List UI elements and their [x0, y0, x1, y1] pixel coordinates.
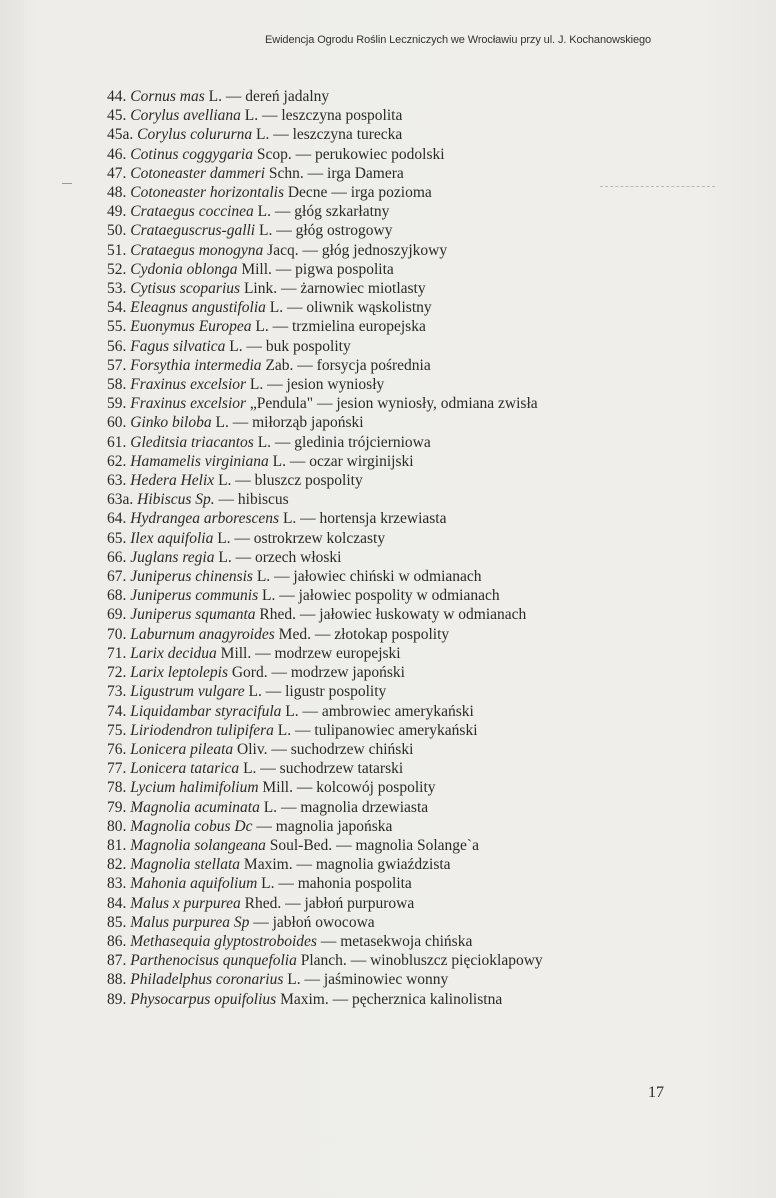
- polish-name: winobluszcz pięcioklapowy: [370, 952, 543, 970]
- latin-name: Lonicera tatarica: [130, 760, 240, 778]
- list-item: [107, 221, 727, 240]
- separator-dash: —: [291, 145, 315, 163]
- entry-number: 70.: [107, 625, 127, 643]
- author-abbrev: Oliv.: [237, 740, 268, 758]
- list-item: [107, 567, 727, 586]
- latin-name: Fraxinus excelsior: [130, 395, 247, 413]
- list-item: [107, 471, 727, 490]
- author-abbrev: L.: [248, 683, 262, 701]
- polish-name: perukowiec podolski: [314, 145, 445, 163]
- entry-number: 68.: [107, 587, 127, 605]
- running-header: Ewidencja Ogrodu Roślin Leczniczych we Wrocławiu przy ul. J. Kochanowskiego: [265, 34, 652, 46]
- list-item: [107, 106, 727, 125]
- latin-name: Hydrangea arborescens: [130, 510, 280, 528]
- polish-name: hibiscus: [237, 491, 289, 509]
- polish-name: modrzew japoński: [290, 664, 405, 682]
- entry-number: 48.: [107, 184, 127, 202]
- list-item: [107, 279, 727, 298]
- author-abbrev: Schn.: [268, 164, 304, 182]
- separator-dash: —: [285, 452, 310, 470]
- polish-name: forsycja pośrednia: [316, 356, 431, 374]
- separator-dash: —: [271, 433, 295, 451]
- author-abbrev: Maxim.: [280, 990, 329, 1008]
- separator-dash: —: [310, 625, 335, 643]
- list-item: [107, 951, 727, 970]
- author-abbrev: Mill.: [241, 260, 272, 278]
- author-abbrev: Zab.: [265, 356, 294, 374]
- latin-name: Larix leptolepis: [130, 664, 228, 682]
- separator-dash: —: [313, 395, 337, 413]
- entry-number: 86.: [107, 932, 127, 950]
- latin-name: Philadelphus coronarius: [130, 971, 284, 989]
- polish-name: dereń jadalny: [245, 88, 330, 105]
- entry-number: 80.: [107, 817, 127, 835]
- separator-dash: —: [281, 894, 305, 912]
- author-abbrev: L.: [244, 107, 259, 125]
- list-item: [107, 778, 727, 797]
- separator-dash: —: [252, 817, 276, 835]
- polish-name: metasekwoja chińska: [340, 932, 473, 950]
- latin-name: Forsythia intermedia: [130, 356, 262, 374]
- list-item: [107, 605, 727, 624]
- latin-name: Juniperus squmanta: [130, 606, 256, 624]
- separator-dash: —: [267, 664, 291, 682]
- latin-name: Physocarpus opuifolius: [130, 990, 277, 1008]
- entry-number: 55.: [107, 318, 127, 336]
- entry-number: 56.: [107, 337, 127, 355]
- author-abbrev: L.: [285, 702, 299, 720]
- polish-name: magnolia Solange`a: [355, 836, 479, 854]
- polish-name: tulipanowiec amerykański: [314, 721, 478, 739]
- polish-name: buk pospolity: [265, 337, 351, 355]
- latin-name: Magnolia cobus Dc: [130, 817, 253, 835]
- separator-dash: —: [261, 683, 286, 701]
- author-abbrev: Mill.: [262, 779, 293, 797]
- entry-number: 49.: [107, 203, 127, 221]
- author-abbrev: Planch.: [300, 952, 347, 970]
- entry-number: 85.: [107, 913, 127, 931]
- polish-name: jesion wyniosły: [286, 376, 385, 394]
- author-abbrev: L.: [269, 299, 284, 317]
- author-abbrev: L.: [255, 126, 270, 144]
- separator-dash: —: [251, 644, 275, 662]
- latin-name: Juniperus chinensis: [130, 568, 253, 586]
- separator-dash: —: [296, 510, 320, 528]
- entry-number: 46.: [107, 145, 127, 163]
- list-item: [107, 932, 727, 951]
- author-abbrev: Scop.: [256, 145, 292, 163]
- polish-name: orzech włoski: [254, 548, 342, 566]
- entry-number: 66.: [107, 548, 127, 566]
- separator-dash: —: [316, 932, 341, 950]
- author-abbrev: L.: [256, 568, 271, 586]
- entry-number: 53.: [107, 280, 127, 298]
- polish-name: kolcowój pospolity: [316, 779, 436, 797]
- latin-name: Cotoneaster horizontalis: [130, 184, 284, 202]
- latin-name: Cydonia oblonga: [130, 260, 238, 278]
- latin-name: Liquidambar styracifula: [130, 702, 282, 720]
- entry-number: 50.: [107, 222, 127, 240]
- entry-number: 77.: [107, 760, 127, 778]
- polish-name: głóg szkarłatny: [294, 203, 390, 221]
- author-abbrev: L.: [277, 721, 292, 739]
- list-item: [107, 721, 727, 740]
- separator-dash: —: [327, 184, 351, 202]
- separator-dash: —: [230, 529, 254, 547]
- entry-number: 74.: [107, 702, 127, 720]
- list-item: [107, 337, 727, 356]
- latin-name: Laburnum anagyroides: [130, 625, 275, 643]
- separator-dash: —: [228, 414, 253, 432]
- polish-name: suchodrzew chiński: [290, 740, 414, 758]
- latin-name: Larix decidua: [130, 644, 217, 662]
- separator-dash: —: [283, 299, 307, 317]
- separator-dash: —: [277, 280, 301, 298]
- latin-name: Crataegus coccinea: [130, 203, 254, 221]
- separator-dash: —: [221, 88, 246, 105]
- entry-number: 71.: [107, 644, 127, 662]
- polish-name: trzmielina europejska: [291, 318, 426, 336]
- separator-dash: —: [332, 836, 356, 854]
- polish-name: jabłoń purpurowa: [304, 894, 415, 912]
- polish-name: modrzew europejski: [274, 644, 401, 662]
- entry-number: 82.: [107, 856, 127, 874]
- entry-number: 45a.: [107, 126, 134, 144]
- separator-dash: —: [292, 779, 317, 797]
- latin-name: Crataegus monogyna: [130, 241, 264, 259]
- latin-name: Malus purpurea Sp: [130, 913, 250, 931]
- entry-number: 65.: [107, 529, 127, 547]
- entry-number: 58.: [107, 376, 127, 394]
- polish-name: leszczyna pospolita: [281, 107, 403, 125]
- latin-name: Fagus silvatica: [130, 337, 226, 355]
- latin-name: Juniperus communis: [130, 587, 259, 605]
- entry-number: 45.: [107, 107, 127, 125]
- separator-dash: —: [256, 760, 280, 778]
- entry-number: 84.: [107, 894, 127, 912]
- separator-dash: —: [291, 721, 315, 739]
- author-abbrev: L.: [263, 798, 278, 816]
- entry-number: 73.: [107, 683, 127, 701]
- entry-number: 62.: [107, 452, 127, 470]
- list-item: [107, 855, 727, 874]
- author-abbrev: „Pendula": [249, 395, 314, 413]
- separator-dash: —: [258, 107, 282, 125]
- separator-dash: —: [275, 587, 299, 605]
- latin-name: Hibiscus Sp.: [137, 491, 215, 509]
- list-item: [107, 317, 727, 336]
- list-item: [107, 452, 727, 471]
- author-abbrev: L.: [257, 203, 272, 221]
- separator-dash: —: [270, 568, 294, 586]
- author-abbrev: L.: [261, 875, 275, 893]
- list-item: [107, 798, 727, 817]
- author-abbrev: Med.: [278, 625, 311, 643]
- list-item: [107, 433, 727, 452]
- author-abbrev: L.: [218, 472, 232, 490]
- separator-dash: —: [231, 548, 255, 566]
- author-abbrev: Gord.: [231, 664, 268, 682]
- entry-number: 47.: [107, 164, 127, 182]
- latin-name: Corylus colururna: [137, 126, 253, 144]
- separator-dash: —: [274, 875, 298, 893]
- author-abbrev: L.: [287, 971, 301, 989]
- polish-name: jabłoń owocowa: [272, 913, 375, 931]
- author-abbrev: L.: [255, 318, 269, 336]
- list-item: [107, 990, 727, 1009]
- entry-number: 63a.: [107, 491, 134, 509]
- author-abbrev: L.: [272, 452, 286, 470]
- separator-dash: —: [268, 318, 292, 336]
- entry-number: 75.: [107, 721, 127, 739]
- polish-name: irga pozioma: [350, 184, 432, 202]
- author-abbrev: L.: [208, 88, 222, 105]
- list-item: [107, 913, 727, 932]
- separator-dash: —: [271, 203, 295, 221]
- polish-name: hortensja krzewiasta: [319, 510, 447, 528]
- latin-name: Cornus mas: [130, 88, 205, 105]
- polish-name: jałowiec chiński w odmianach: [293, 568, 482, 586]
- list-item: [107, 702, 727, 721]
- list-item: [107, 356, 727, 375]
- entry-number: 88.: [107, 971, 127, 989]
- list-item: [107, 145, 727, 164]
- entry-number: 78.: [107, 779, 127, 797]
- latin-name: Methasequia glyptostroboides: [130, 932, 317, 950]
- list-item: [107, 164, 727, 183]
- polish-name: jałowiec pospolity w odmianach: [298, 587, 500, 605]
- author-abbrev: Rhed.: [244, 894, 282, 912]
- margin-mark: [62, 183, 72, 184]
- separator-dash: —: [214, 491, 238, 509]
- entry-number: 79.: [107, 798, 127, 816]
- latin-name: Cotinus coggygaria: [130, 145, 253, 163]
- entry-number: 81.: [107, 836, 127, 854]
- list-item: [107, 183, 727, 202]
- list-item: [107, 894, 727, 913]
- author-abbrev: L.: [218, 548, 232, 566]
- entry-number: 67.: [107, 568, 127, 586]
- latin-name: Euonymus Europea: [130, 318, 252, 336]
- list-item: [107, 663, 727, 682]
- author-abbrev: Rhed.: [259, 606, 297, 624]
- list-item: [107, 682, 727, 701]
- entry-number: 61.: [107, 433, 127, 451]
- polish-name: magnolia gwiaździsta: [315, 856, 451, 874]
- latin-name: Lycium halimifolium: [130, 779, 259, 797]
- author-abbrev: L.: [262, 587, 276, 605]
- list-item: [107, 298, 727, 317]
- latin-name: Mahonia aquifolium: [130, 875, 258, 893]
- list-item: [107, 509, 727, 528]
- author-abbrev: Jacq.: [267, 241, 299, 259]
- latin-name: Lonicera pileata: [130, 740, 234, 758]
- polish-name: jaśminowiec wonny: [323, 971, 449, 989]
- latin-name: Cytisus scoparius: [130, 280, 241, 298]
- list-item: [107, 241, 727, 260]
- separator-dash: —: [267, 740, 291, 758]
- entry-number: 54.: [107, 299, 127, 317]
- polish-name: ostrokrzew kolczasty: [253, 529, 386, 547]
- latin-name: Cotoneaster dammeri: [130, 164, 266, 182]
- author-abbrev: Soul-Bed.: [269, 836, 333, 854]
- separator-dash: —: [277, 798, 301, 816]
- separator-dash: —: [296, 606, 320, 624]
- latin-name: Ginko biloba: [130, 414, 212, 432]
- latin-name: Magnolia stellata: [130, 856, 241, 874]
- separator-dash: —: [346, 952, 371, 970]
- author-abbrev: L.: [217, 529, 231, 547]
- entry-number: 64.: [107, 510, 127, 528]
- separator-dash: —: [263, 376, 287, 394]
- separator-dash: —: [300, 971, 324, 989]
- polish-name: bluszcz pospolity: [254, 472, 363, 490]
- latin-name: Ligustrum vulgare: [130, 683, 245, 701]
- polish-name: miłorząb japoński: [252, 414, 364, 432]
- polish-name: oczar wirginijski: [309, 452, 414, 470]
- author-abbrev: L.: [259, 222, 273, 240]
- polish-name: pęcherznica kalinolistna: [352, 990, 503, 1008]
- entry-number: 76.: [107, 740, 127, 758]
- list-item: [107, 413, 727, 432]
- separator-dash: —: [271, 260, 296, 278]
- entry-number: 87.: [107, 952, 127, 970]
- list-item: [107, 202, 727, 221]
- latin-name: Hamamelis virginiana: [130, 452, 269, 470]
- list-item: [107, 644, 727, 663]
- polish-name: leszczyna turecka: [292, 126, 403, 144]
- entry-number: 89.: [107, 990, 127, 1008]
- separator-dash: —: [328, 990, 352, 1008]
- separator-dash: —: [298, 702, 322, 720]
- separator-dash: —: [242, 337, 266, 355]
- polish-name: magnolia drzewiasta: [300, 798, 429, 816]
- latin-name: Eleagnus angustifolia: [130, 299, 266, 317]
- polish-name: ligustr pospolity: [285, 683, 387, 701]
- polish-name: głóg ostrogowy: [295, 222, 393, 240]
- list-item: [107, 375, 727, 394]
- author-abbrev: L.: [229, 337, 243, 355]
- author-abbrev: L.: [282, 510, 297, 528]
- list-item: [107, 260, 727, 279]
- polish-name: oliwnik wąskolistny: [306, 299, 432, 317]
- list-item: [107, 970, 727, 989]
- list-item: [107, 490, 727, 509]
- list-item: [107, 394, 727, 413]
- separator-dash: —: [303, 164, 328, 182]
- list-item: [107, 87, 727, 106]
- latin-name: Gleditsia triacantos: [130, 433, 254, 451]
- entry-number: 69.: [107, 606, 127, 624]
- list-item: [107, 817, 727, 836]
- latin-name: Corylus avelliana: [130, 107, 241, 125]
- author-abbrev: L.: [249, 376, 264, 394]
- list-item: [107, 529, 727, 548]
- polish-name: pigwa pospolita: [295, 260, 394, 278]
- latin-name: Crataeguscrus-galli: [130, 222, 256, 240]
- author-abbrev: Maxim.: [243, 856, 293, 874]
- latin-name: Malus x purpurea: [130, 894, 241, 912]
- page-number: 17: [648, 1084, 664, 1101]
- author-abbrev: Link.: [243, 280, 278, 298]
- separator-dash: —: [293, 356, 317, 374]
- entry-number: 72.: [107, 664, 127, 682]
- polish-name: gledinia trójcierniowa: [294, 433, 431, 451]
- latin-name: Magnolia solangeana: [130, 836, 266, 854]
- latin-name: Ilex aquifolia: [130, 529, 214, 547]
- list-item: [107, 625, 727, 644]
- latin-name: Hedera Helix: [130, 472, 215, 490]
- list-item: [107, 740, 727, 759]
- list-item: [107, 125, 727, 144]
- separator-dash: —: [292, 856, 316, 874]
- entry-number: 57.: [107, 356, 127, 374]
- polish-name: żarnowiec miotlasty: [300, 280, 426, 298]
- polish-name: mahonia pospolita: [297, 875, 412, 893]
- polish-name: irga Damera: [327, 164, 404, 182]
- separator-dash: —: [272, 222, 296, 240]
- author-abbrev: Decne: [287, 184, 328, 202]
- entry-number: 60.: [107, 414, 127, 432]
- entry-number: 83.: [107, 875, 127, 893]
- polish-name: jałowiec łuskowaty w odmianach: [319, 606, 527, 624]
- author-abbrev: L.: [257, 433, 272, 451]
- separator-dash: —: [269, 126, 293, 144]
- polish-name: jesion wyniosły, odmiana zwisła: [336, 395, 538, 413]
- list-item: [107, 586, 727, 605]
- list-item: [107, 874, 727, 893]
- polish-name: magnolia japońska: [275, 817, 393, 835]
- polish-name: ambrowiec amerykański: [321, 702, 474, 720]
- author-abbrev: L.: [243, 760, 257, 778]
- latin-name: Magnolia acuminata: [130, 798, 260, 816]
- entry-number: 52.: [107, 260, 127, 278]
- polish-name: złotokap pospolity: [334, 625, 450, 643]
- polish-name: głóg jednoszyjkowy: [321, 241, 448, 259]
- entry-number: 59.: [107, 395, 127, 413]
- plant-list: [107, 87, 727, 1009]
- latin-name: Parthenocisus qunquefolia: [130, 952, 297, 970]
- entry-number: 44.: [107, 88, 127, 105]
- entry-number: 63.: [107, 472, 127, 490]
- author-abbrev: L.: [215, 414, 229, 432]
- latin-name: Fraxinus excelsior: [130, 376, 247, 394]
- list-item: [107, 836, 727, 855]
- separator-dash: —: [231, 472, 255, 490]
- latin-name: Liriodendron tulipifera: [130, 721, 274, 739]
- list-item: [107, 759, 727, 778]
- separator-dash: —: [298, 241, 322, 259]
- entry-number: 51.: [107, 241, 127, 259]
- polish-name: suchodrzew tatarski: [279, 760, 404, 778]
- latin-name: Juglans regia: [130, 548, 215, 566]
- author-abbrev: Mill.: [220, 644, 252, 662]
- list-item: [107, 548, 727, 567]
- separator-dash: —: [249, 913, 273, 931]
